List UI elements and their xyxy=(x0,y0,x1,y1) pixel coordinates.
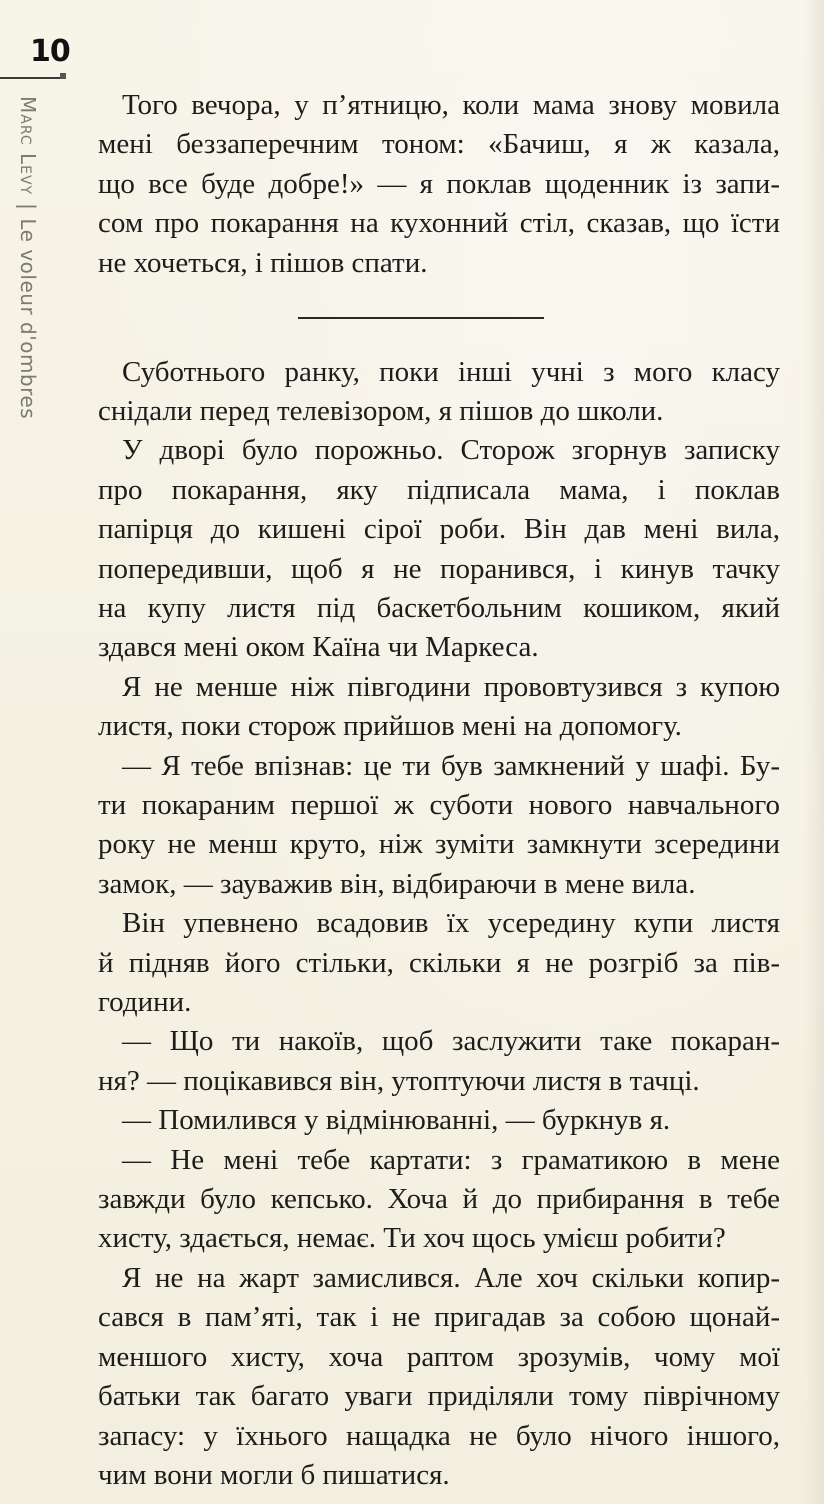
paragraph xyxy=(98,353,780,432)
running-head-author: Marc Levy xyxy=(16,96,40,196)
text-line: Суботнього ранку, поки інші учні з мого класу xyxy=(122,355,780,388)
text-line: й підняв його стільки, скільки я не розгріб за пів- xyxy=(98,946,780,979)
text-line: сом про покарання на кухонний стіл, сказав, що їсти xyxy=(98,207,780,240)
text-line: запасу: у їхнього нащадка не було нічого іншого, xyxy=(98,1419,780,1452)
text-line: папірця до кишені сірої роби. Він дав мені вила, xyxy=(98,513,780,546)
text-line: завжди було кепсько. Хоча й до прибирання в тебе xyxy=(98,1183,780,1216)
page-edge-shadow xyxy=(804,0,824,1504)
text-line: ня? — поцікавився він, утоптуючи листя в тачці. xyxy=(98,1064,700,1097)
paragraph xyxy=(98,1259,780,1495)
text-line: ти покараним першої ж суботи нового навчального xyxy=(98,789,780,821)
text-line: на купу листя під баскетбольним кошиком, який xyxy=(98,591,780,624)
text-line: хисту, здається, немає. Ти хоч щось умієш робити? xyxy=(98,1222,726,1255)
text-line: години. xyxy=(98,986,192,1019)
text-line: Того вечора, у п’ятницю, коли мама знову мовила xyxy=(122,89,780,121)
text-line: Я не на жарт замислився. Але хоч скільки копир- xyxy=(122,1261,780,1294)
text-line: У дворі було порожньо. Сторож згорнув записку xyxy=(122,434,780,467)
text-line: Він упевнено всадовив їх усередину купи листя xyxy=(122,907,780,940)
text-line: батьки так багато уваги приділяли тому піврічному xyxy=(98,1380,780,1413)
text-line: не хочеться, і пішов спати. xyxy=(98,246,428,279)
paragraph xyxy=(98,431,780,667)
section-break-rule xyxy=(298,317,544,319)
text-line: снідали перед телевізором, я пішов до школи. xyxy=(98,394,664,427)
running-head-title: Le voleur d'ombres xyxy=(16,218,40,420)
text-line: — Я тебе впізнав: це ти був замкнений у шафі. Бу- xyxy=(122,749,780,782)
text-line: попередивши, щоб я не поранився, і кинув тачку xyxy=(98,552,780,585)
paragraph xyxy=(98,747,780,905)
text-line: листя, поки сторож прийшов мені на допомогу. xyxy=(98,710,682,743)
paragraph xyxy=(98,668,780,747)
paragraph xyxy=(98,86,780,283)
text-line: року не менш круто, ніж зуміти замкнути зсередини xyxy=(98,828,780,861)
running-head xyxy=(16,96,40,419)
text-line: — Не мені тебе картати: з граматикою в мене xyxy=(122,1143,780,1176)
text-line: замок, — зауважив він, відбираючи в мене вила. xyxy=(98,867,696,900)
text-line: сався в пам’яті, так і не пригадав за собою щонай- xyxy=(98,1301,780,1334)
folio-rule xyxy=(0,77,64,79)
text-line: — Помилився у відмінюванні, — буркнув я. xyxy=(122,1104,671,1137)
paragraph xyxy=(98,904,780,1022)
running-head-separator: | xyxy=(16,203,40,211)
page-number: 10 xyxy=(30,34,70,69)
text-line: чим вони могли б пишатися. xyxy=(98,1458,450,1491)
text-line: — Що ти накоїв, щоб заслужити таке покаран- xyxy=(122,1025,780,1058)
folio-mark xyxy=(60,73,66,79)
text-line: Я не менше ніж півгодини прововтузився з купою xyxy=(122,670,780,703)
text-line: про покарання, яку підписала мама, і поклав xyxy=(98,473,780,506)
text-line: що все буде добре!» — я поклав щоденник із запи- xyxy=(98,167,780,200)
body-text xyxy=(98,86,780,1495)
text-line: меншого хисту, хоча раптом зрозумів, чому мої xyxy=(98,1340,780,1373)
text-line: здався мені оком Каїна чи Маркеса. xyxy=(98,631,539,664)
paragraph xyxy=(98,1022,780,1101)
text-line: мені беззаперечним тоном: «Бачиш, я ж казала, xyxy=(98,128,780,161)
paragraph xyxy=(98,1101,780,1140)
paragraph xyxy=(98,1141,780,1259)
